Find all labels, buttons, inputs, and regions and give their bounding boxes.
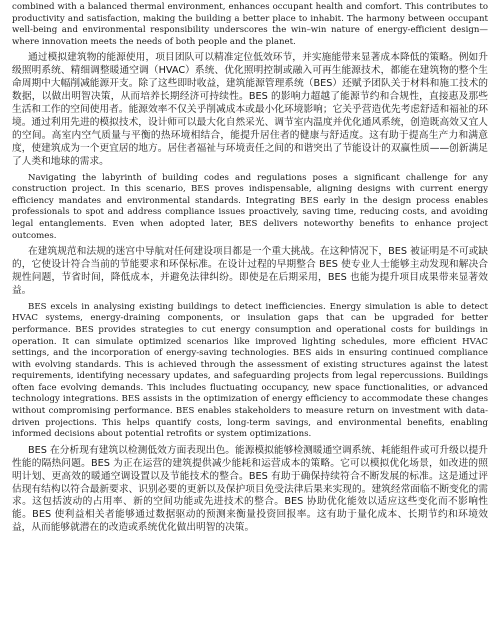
paragraph-zh-3: BES 在分析现有建筑以检测低效方面表现出色。能源模拟能够检测暖通空调系统、耗能组件或可升级以提升性能的隔热问题。BES 为正在运营的建筑提供减少能耗和运营成本的策略。它可以模拟优化场景，如改进的照明计划、更高效的暖通空调设置以及节能技术的整合。BES 有助于确保持续符合不断发展的标准。这是通过评估现有结构以符合最新要求、识别必要的更新以及保护项目免受法律后果来实现的。建筑经常面临不断变化的需求。这包括波动的占用率、新的空间功能或先进技术的整合。BES 协助优化能效以适应这些变化而不影响性能。BES 使利益相关者能够通过数据驱动的预测来衡量投资回报率。这有助于量化成本、长期节约和环境效益，从而能够就潜在的改造或系统优化做出明智的决策。 — [12, 444, 488, 534]
paragraph-zh-2: 在建筑规范和法规的迷宫中导航对任何建设项目都是一个重大挑战。在这种情况下，BES 被证明是不可或缺的，它使设计符合当前的节能要求和环保标准。在设计过程的早期整合 BES 使专业人士能够主动发现和解决合规性问题，节省时间，降低成本，并避免法律纠纷。即使是在后期采用，BES 也能为提升项目成果带来显著效益。 — [12, 246, 488, 296]
paragraph-zh-1: 通过模拟建筑物的能源使用，项目团队可以精准定位低效环节，并实施能带来显著成本降低的策略。例如升级照明系统、精细调整暖通空调（HVAC）系统、优化照明控制或融入可再生能源技术，都能在建筑物的整个生命周期中大幅削减能源开支。除了这些即时收益，建筑能源管理系统（BES）还赋予团队关于材料和施工技术的数据，以做出明智决策，从而培养长期经济可持续性。BES 的影响力超越了能源节约和合规性，直接惠及那些生活和工作的空间使用者。能源效率不仅关乎削减成本或最小化环境影响；它关乎营造优先考虑舒适和福祉的环境。通过利用先进的模拟技术，设计师可以最大化自然采光、调节室内温度并优化通风系统，创造既高效又宜人的空间。高室内空气质量与平衡的热环境相结合，能提升居住者的健康与舒适度。这有助于提高生产力和满意度，使建筑成为一个更宜居的地方。居住者福祉与环境责任之间的和谐突出了节能设计的双赢性质——创新满足了人类和地球的需求。 — [12, 52, 488, 167]
paragraph-en-1: combined with a balanced thermal environment, enhances occupant health and comfort. This contributes to productivity and satisfaction, making the building a better place to inhabit. The harmony between occupant well-being and environmental responsibility underscores the win–win nature of energy-efficient design—where innovation meets the needs of both people and the planet. — [12, 2, 488, 47]
paragraph-en-2: Navigating the labyrinth of building codes and regulations poses a significant challenge for any construction project. In this scenario, BES proves indispensable, aligning designs with current energy efficiency mandates and environmental standards. Integrating BES early in the design process enables professionals to spot and address compliance issues proactively, saving time, reducing costs, and avoiding legal entanglements. Even when adopted later, BES delivers noteworthy benefits to enhance project outcomes. — [12, 172, 488, 241]
paragraph-en-3: BES excels in analysing existing buildings to detect inefficiencies. Energy simulation is able to detect HVAC systems, energy-draining components, or insulation gaps that can be upgraded for better performance. BES provides strategies to cut energy consumption and operational costs for buildings in operation. It can simulate optimized scenarios like improved lighting schedules, more efficient HVAC settings, and the incorporation of energy-saving technologies. BES aids in ensuring continued compliance with evolving standards. This is achieved through the assessment of existing structures against the latest requirements, identifying necessary updates, and safeguarding projects from legal repercussions. Buildings often face evolving demands. This includes fluctuating occupancy, new space functionalities, or advanced technology integrations. BES assists in the optimization of energy efficiency to accommodate these changes without compromising performance. BES enables stakeholders to measure return on investment with data-driven projections. This helps quantify costs, long-term savings, and environmental benefits, enabling informed decisions about potential retrofits or system optimizations. — [12, 301, 488, 440]
